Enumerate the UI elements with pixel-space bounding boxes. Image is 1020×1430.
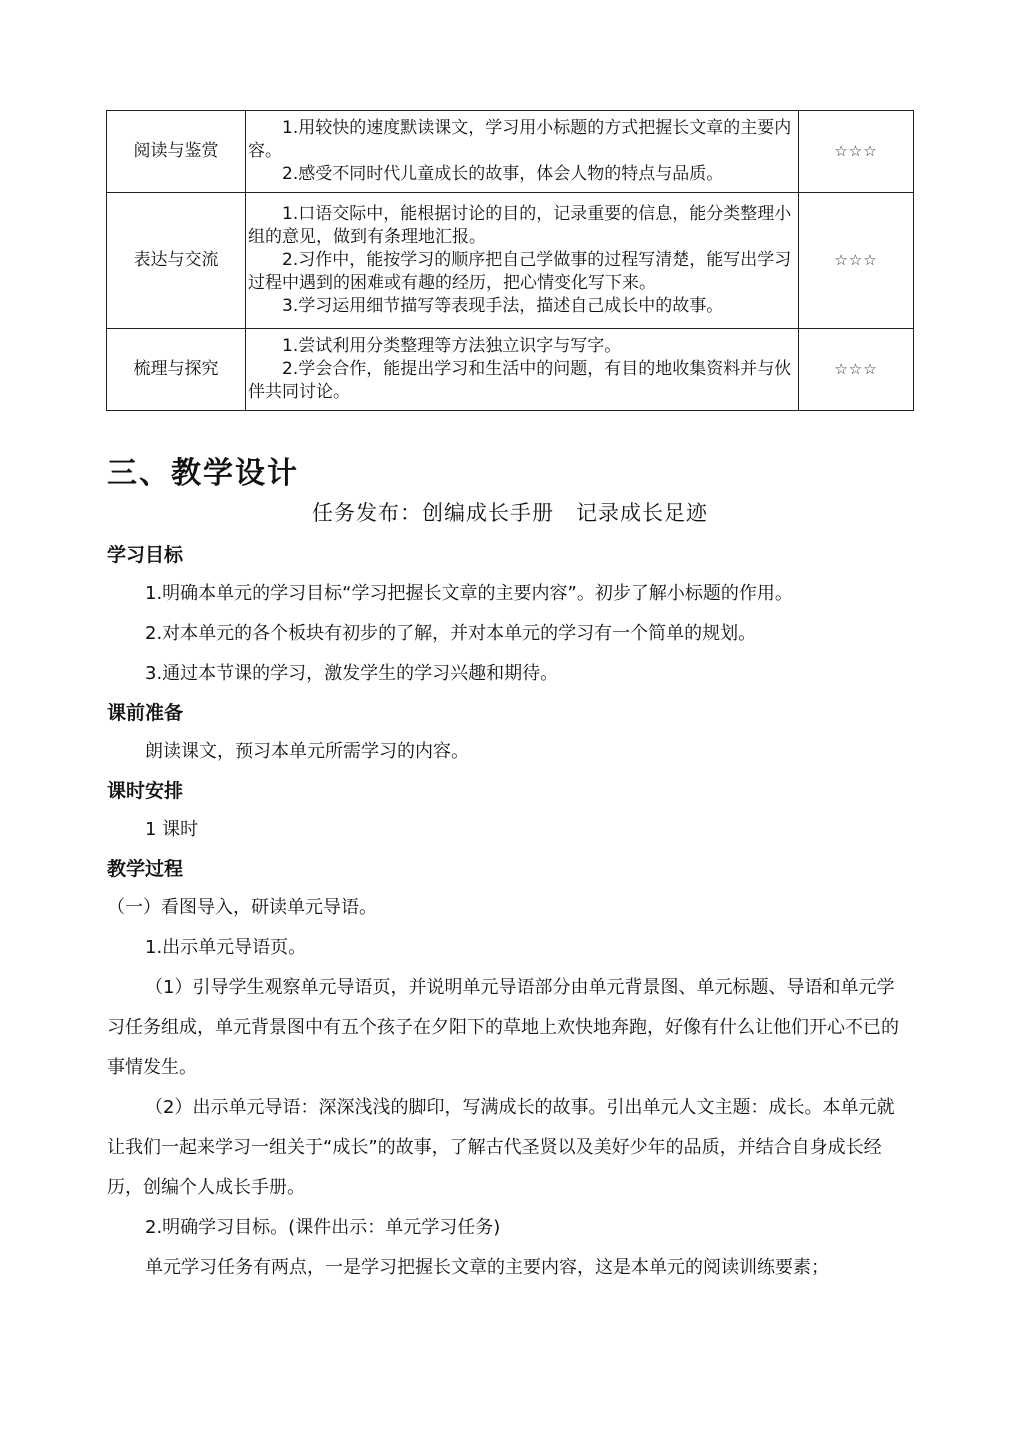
- table-row: [107, 329, 914, 411]
- goal-item: 3.通过本节课的学习，激发学生的学习兴趣和期待。: [145, 663, 559, 684]
- star-rating: ☆☆☆: [799, 111, 914, 193]
- star-rating: ☆☆☆: [799, 193, 914, 329]
- description-cell: [246, 111, 799, 193]
- process-paragraph: （2）出示单元导语：深深浅浅的脚印，写满成长的故事。引出单元人文主题：成长。本单元就让我们一起来学习一组关于“成长”的故事，了解古代圣贤以及美好少年的品质，并结合自身成长经历，创编个人成长手册。: [107, 1097, 895, 1198]
- process-paragraph: （1）引导学生观察单元导语页，并说明单元导语部分由单元背景图、单元标题、导语和单元学习任务组成，单元背景图中有五个孩子在夕阳下的草地上欢快地奔跑，好像有什么让他们开心不已的事情发生。: [107, 977, 899, 1078]
- evaluation-table: [106, 110, 914, 411]
- process-step: （一）看图导入，研读单元导语。: [107, 897, 377, 918]
- description-item: 2.习作中，能按学习的顺序把自己学做事的过程写清楚，能写出学习过程中遇到的困难或有趣的经历，把心情变化写下来。: [248, 250, 792, 293]
- description-item: 1.尝试利用分类整理等方法独立识字与写字。: [282, 336, 622, 356]
- section-heading: 三、教学设计: [107, 456, 299, 491]
- description-cell: [246, 193, 799, 329]
- process-heading: 教学过程: [107, 858, 184, 880]
- star-rating: ☆☆☆: [799, 329, 914, 411]
- description-cell: [246, 329, 799, 411]
- description-item: 1.用较快的速度默读课文，学习用小标题的方式把握长文章的主要内容。: [248, 118, 792, 161]
- table-row: [107, 111, 914, 193]
- schedule-heading: 课时安排: [107, 780, 184, 802]
- process-paragraph: 单元学习任务有两点，一是学习把握长文章的主要内容，这是本单元的阅读训练要素；: [145, 1257, 829, 1278]
- description-item: 2.感受不同时代儿童成长的故事，体会人物的特点与品质。: [282, 164, 724, 184]
- category-cell: 梳理与探究: [107, 329, 246, 411]
- goal-item: 2.对本单元的各个板块有初步的了解，并对本单元的学习有一个简单的规划。: [145, 623, 757, 644]
- goals-heading: 学习目标: [107, 544, 184, 566]
- process-substep: 1.出示单元导语页。: [145, 937, 307, 958]
- process-substep: 2.明确学习目标。(课件出示：单元学习任务): [145, 1217, 501, 1238]
- lesson-content: [107, 536, 907, 1288]
- description-item: 1.口语交际中，能根据讨论的目的，记录重要的信息，能分类整理小组的意见，做到有条理地汇报。: [248, 204, 792, 247]
- description-item: 2.学会合作，能提出学习和生活中的问题，有目的地收集资料并与伙伴共同讨论。: [248, 359, 792, 402]
- prep-text: 朗读课文，预习本单元所需学习的内容。: [145, 741, 469, 762]
- prep-heading: 课前准备: [107, 702, 184, 724]
- category-cell: 表达与交流: [107, 193, 246, 329]
- goal-item: 1.明确本单元的学习目标“学习把握长文章的主要内容”。初步了解小标题的作用。: [145, 583, 793, 604]
- table-row: [107, 193, 914, 329]
- category-cell: 阅读与鉴赏: [107, 111, 246, 193]
- task-title: 任务发布：创编成长手册 记录成长足迹: [312, 501, 708, 525]
- description-item: 3.学习运用细节描写等表现手法，描述自己成长中的故事。: [282, 296, 724, 316]
- schedule-text: 1 课时: [145, 819, 199, 840]
